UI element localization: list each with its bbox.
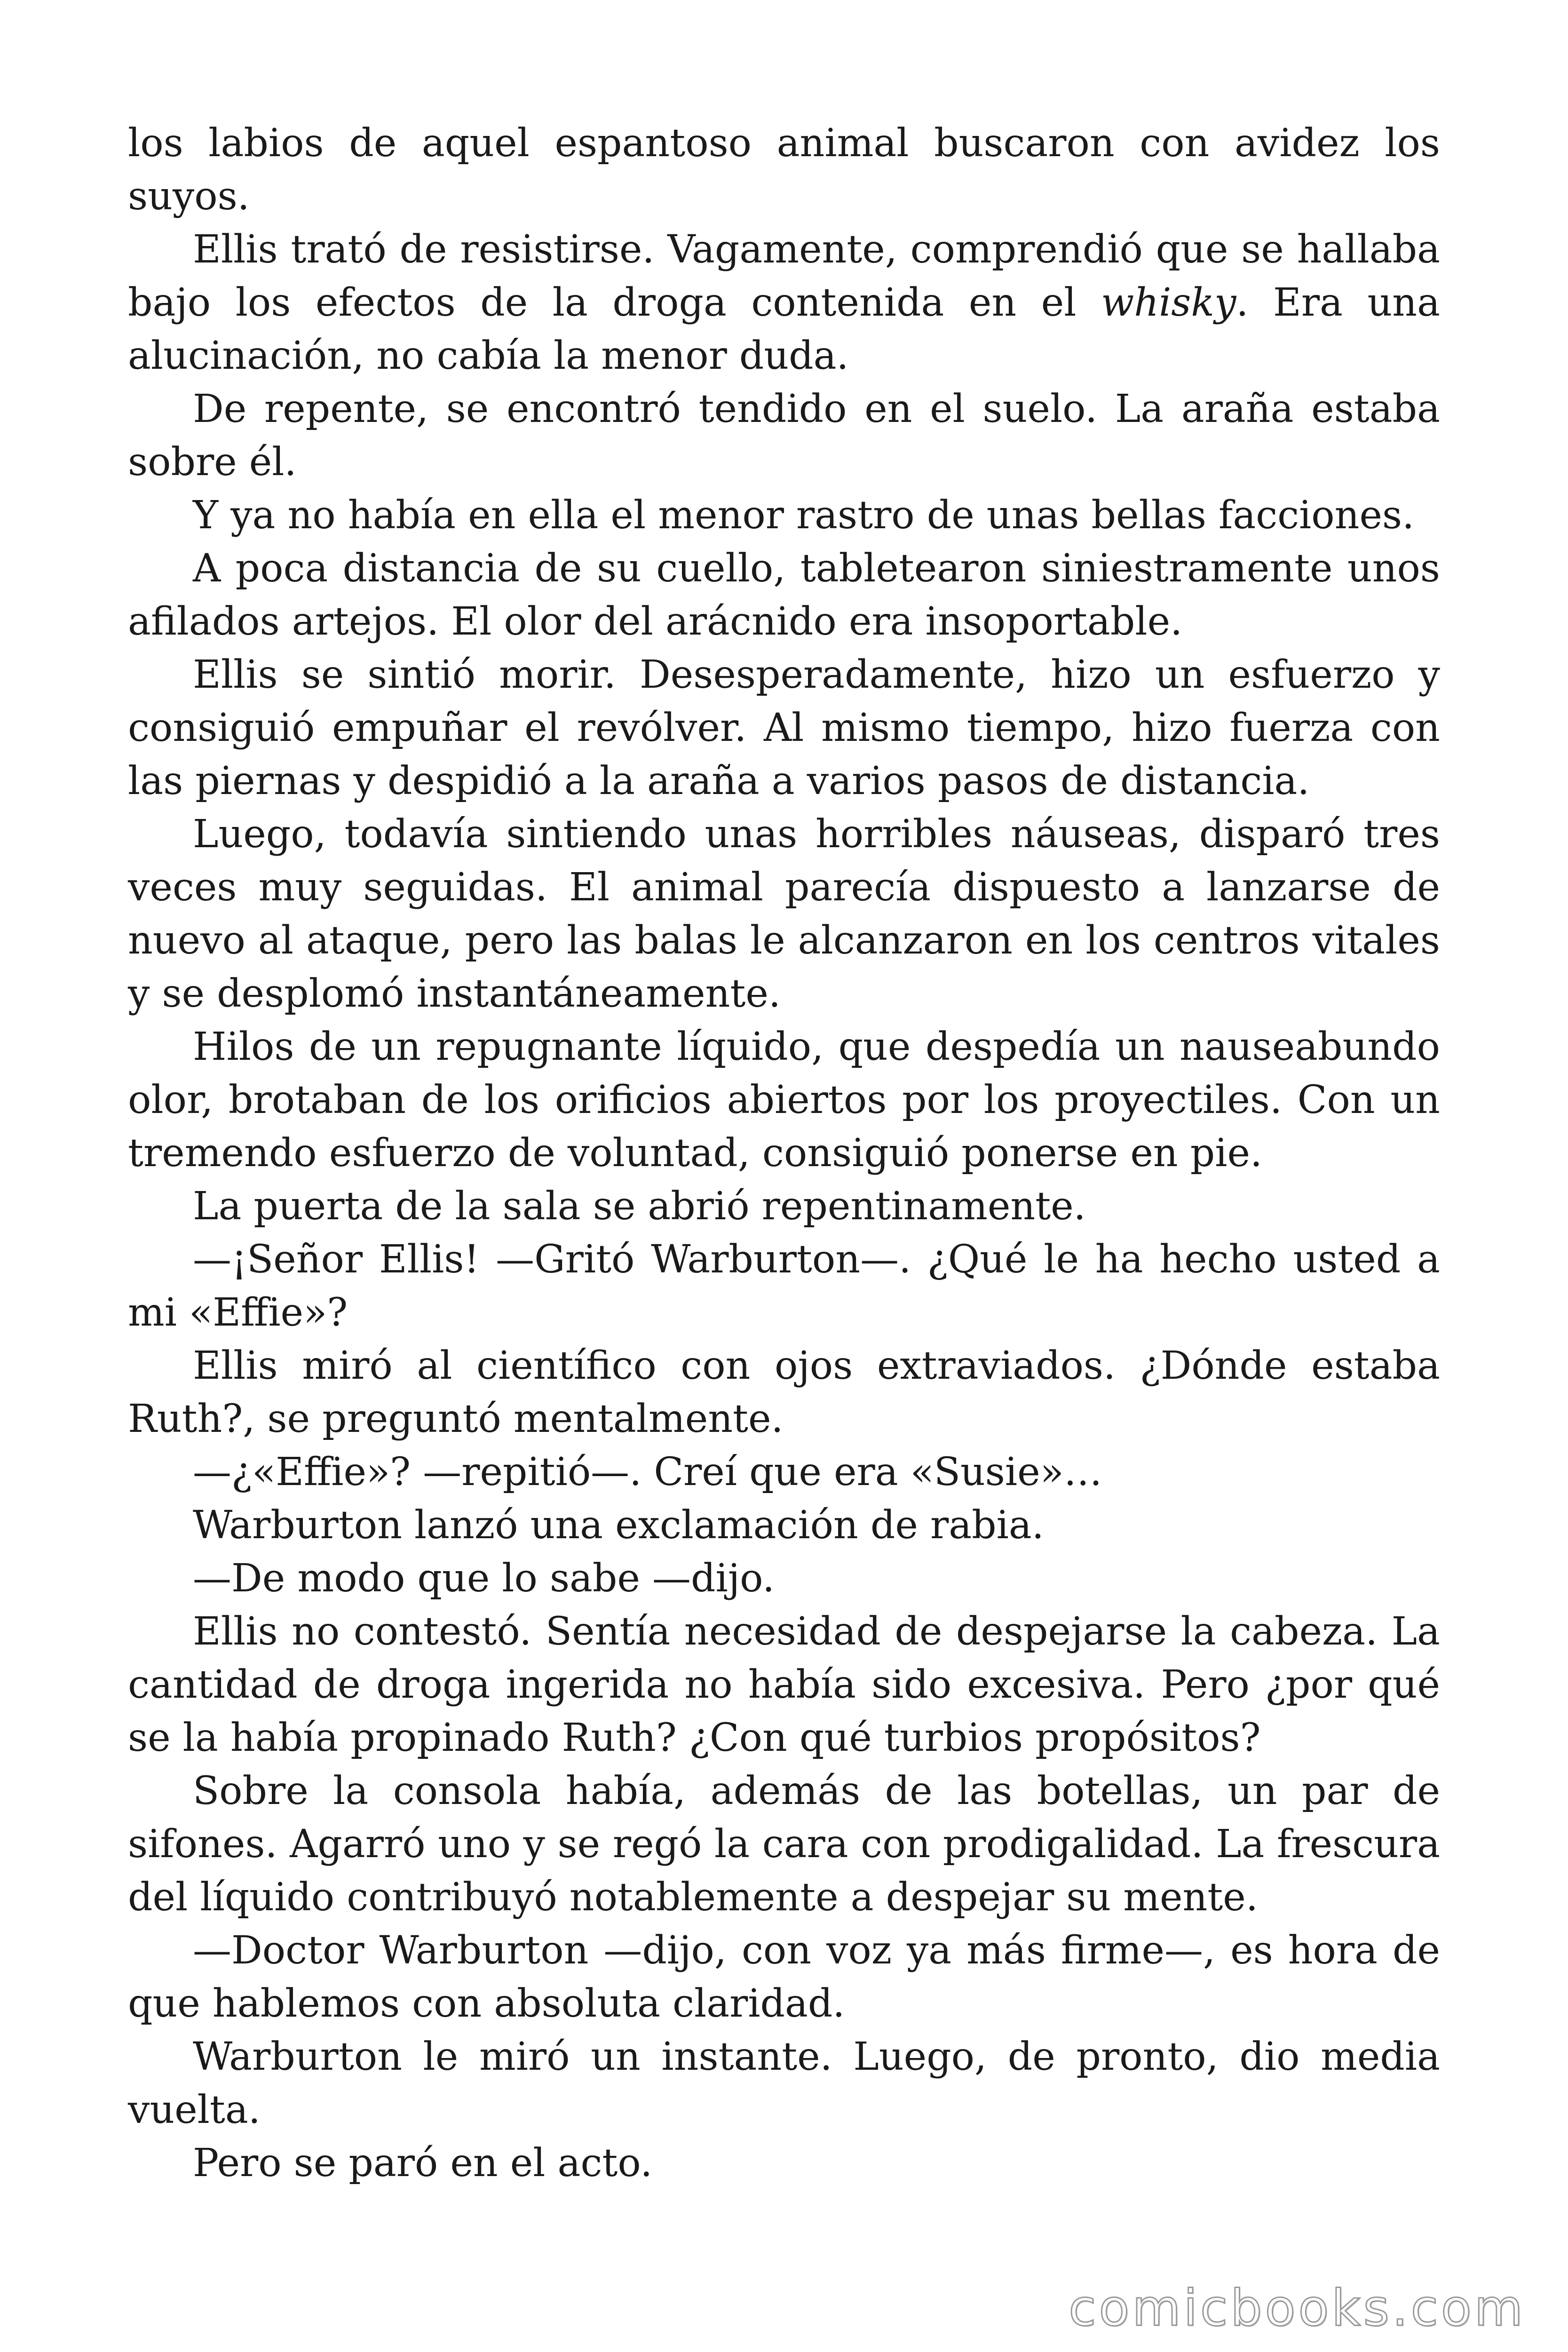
watermark-logo: comicbooks.com (1069, 2279, 1526, 2337)
paragraph: De repente, se encontró tendido en el suelo. La araña estaba sobre él. (128, 387, 1440, 485)
paragraph-text: Ellis trató de resistirse. Vagamente, comprendió que se hallaba bajo los efectos de la droga contenida en el (128, 227, 1440, 325)
dialogue-paragraph: —De modo que lo sabe —dijo. (193, 1556, 775, 1601)
dialogue-paragraph: —¿«Effie»? —repitió—. Creí que era «Susie»… (193, 1450, 1102, 1494)
paragraph: Ellis no contestó. Sentía necesidad de despejarse la cabeza. La cantidad de droga ingerida no había sido excesiva. Pero ¿por qué se la había propinado Ruth? ¿Con qué turbios propósitos? (128, 1609, 1440, 1760)
paragraph: Luego, todavía sintiendo unas horribles náuseas, disparó tres veces muy seguidas. El animal parecía dispuesto a lanzarse de nuevo al ataque, pero las balas le alcanzaron en los centros vitales y se desplomó instantáneamente. (128, 812, 1440, 1016)
italic-word: whisky (1101, 280, 1236, 325)
paragraph-text: . Era una alucinación, no cabía la menor duda. (128, 280, 1441, 378)
paragraph-continuation: los labios de aquel espantoso animal buscaron con avidez los suyos. (128, 121, 1440, 219)
dialogue-paragraph: —Doctor Warburton —dijo, con voz ya más firme—, es hora de que hablemos con absoluta claridad. (128, 1928, 1440, 2026)
paragraph: Sobre la consola había, además de las botellas, un par de sifones. Agarró uno y se regó la cara con prodigalidad. La frescura del líquido contribuyó notablemente a despejar su mente. (128, 1769, 1440, 1920)
paragraph-resistance (128, 223, 1440, 382)
book-page-text (128, 117, 1440, 2190)
paragraph: Ellis se sintió morir. Desesperadamente, hizo un esfuerzo y consiguió empuñar el revólver. Al mismo tiempo, hizo fuerza con las piernas y despidió a la araña a varios pasos de distancia. (128, 652, 1440, 803)
paragraph: Hilos de un repugnante líquido, que despedía un nauseabundo olor, brotaban de los orificios abiertos por los proyectiles. Con un tremendo esfuerzo de voluntad, consiguió ponerse en pie. (128, 1025, 1440, 1176)
dialogue-paragraph: —¡Señor Ellis! —Gritó Warburton—. ¿Qué le ha hecho usted a mi «Effie»? (128, 1237, 1440, 1335)
paragraph: Ellis miró al científico con ojos extraviados. ¿Dónde estaba Ruth?, se preguntó mentalmente. (128, 1343, 1440, 1441)
paragraph: La puerta de la sala se abrió repentinamente. (193, 1184, 1086, 1229)
paragraph: Warburton lanzó una exclamación de rabia. (193, 1503, 1044, 1548)
paragraph: Warburton le miró un instante. Luego, de pronto, dio media vuelta. (128, 2034, 1440, 2132)
paragraph: Pero se paró en el acto. (193, 2141, 653, 2185)
paragraph: A poca distancia de su cuello, tabletearon siniestramente unos afilados artejos. El olor del arácnido era insoportable. (128, 546, 1440, 644)
paragraph: Y ya no había en ella el menor rastro de unas bellas facciones. (193, 493, 1415, 538)
